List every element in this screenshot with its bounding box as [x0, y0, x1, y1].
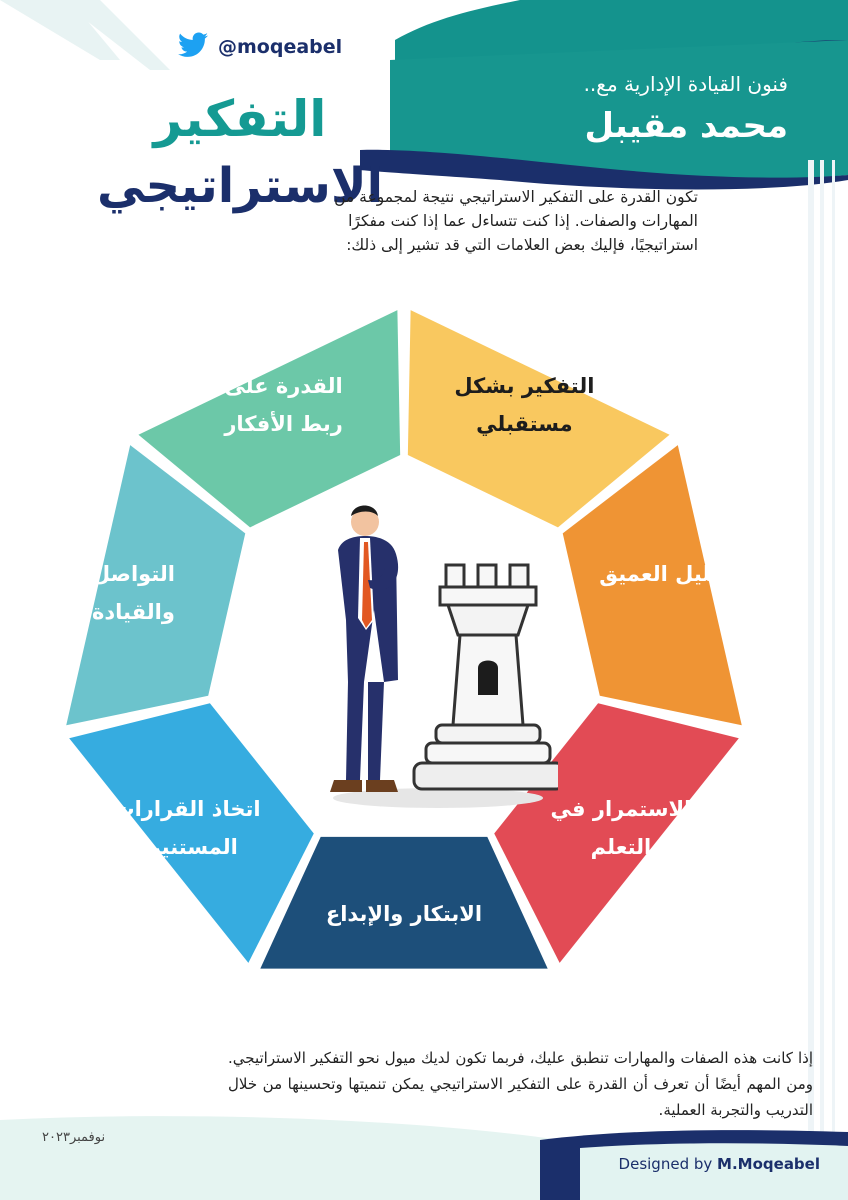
author-name: محمد مقيبل — [584, 106, 788, 146]
wheel-segment-label: القدرة على ربط الأفكار — [224, 373, 343, 436]
designer-name: M.Moqeabel — [717, 1155, 820, 1173]
wheel-segment-label: الابتكار والإبداع — [325, 901, 483, 926]
twitter-bird-icon — [178, 32, 208, 62]
closing-paragraph: إذا كانت هذه الصفات والمهارات تنطبق عليك، فربما تكون لديك ميول نحو التفكير الاستراتيجي. ومن المهم أيضًا أن تعرف أن القدرة على التفكير الاستراتيجي يمكن تنميتها وتحسينها من خلال التدريب والتجربة العملية. — [228, 1049, 813, 1119]
designed-by-label: Designed by — [618, 1155, 713, 1173]
series-title: فنون القيادة الإدارية مع.. — [583, 72, 788, 96]
wheel-segment-label: اتخاذ القرارات المستنيرة — [113, 797, 261, 860]
wheel-segment-label: التحليل العميق — [599, 562, 750, 587]
handle-text: @moqeabel — [218, 36, 343, 58]
wheel-segment-label: التفكير بشكل مستقبلي — [454, 373, 595, 436]
page-title-line2: الاستراتيجي — [96, 158, 384, 214]
publish-date: نوفمبر٢٠٢٣ — [42, 1130, 106, 1145]
social-handle[interactable] — [178, 30, 342, 64]
wheel-segment-label: التواصل والقيادة — [91, 562, 175, 625]
page-title-line1: التفكير — [153, 90, 327, 148]
designer-credit — [619, 1155, 820, 1173]
intro-paragraph: تكون القدرة على التفكير الاستراتيجي نتيجة لمجموعة من المهارات والصفات. إذا كنت تتساءل عما إذا كنت مفكرًا استراتيجيًا، فإليك بعض العلامات التي قد تشير إلى ذلك: — [334, 188, 698, 254]
wheel-segment-label: الاستمرار في التعلم — [550, 797, 692, 860]
businessman-icon — [330, 506, 398, 793]
businessman-chess-illustration — [318, 500, 558, 820]
chess-rook-icon — [414, 565, 558, 789]
